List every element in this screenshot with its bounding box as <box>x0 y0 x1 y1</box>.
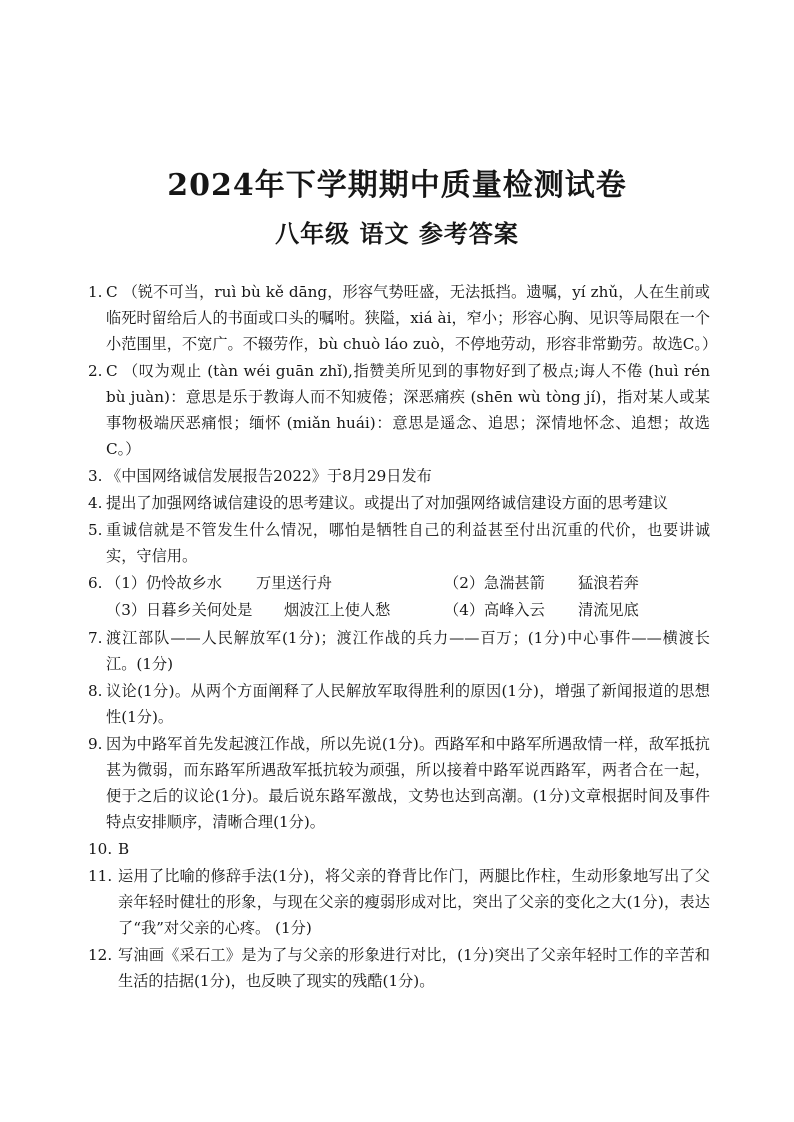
answer-text: 提出了加强网络诚信建设的思考建议。或提出了对加强网络诚信建设方面的思考建议 <box>106 494 668 512</box>
answer-text: 写油画《采石工》是为了与父亲的形象进行对比，(1分)突出了父亲年轻时工作的辛苦和生活的拮据(1分)，也反映了现实的残酷(1分)。 <box>118 946 710 990</box>
poem-line: 清流见底 <box>578 601 639 619</box>
answer-text: 运用了比喻的修辞手法(1分)，将父亲的脊背比作门，两腿比作柱，生动形象地写出了父亲年轻时健壮的形象，与现在父亲的瘦弱形成对比，突出了父亲的变化之大(1分)，表达了“我”对父亲的心疼。 (1分) <box>118 867 710 937</box>
answer-item-4 <box>88 490 710 516</box>
answer-item-5 <box>88 517 710 569</box>
item-number: 5. <box>88 521 103 539</box>
item-number: 10. <box>88 840 113 858</box>
answer-item-6 <box>88 570 710 624</box>
answer-item-2 <box>88 358 710 462</box>
poem-row-1 <box>106 570 710 597</box>
item-number: 8. <box>88 682 103 700</box>
poem-row-2 <box>106 597 710 624</box>
item-number: 1. <box>88 283 103 301</box>
answer-item-11 <box>88 863 710 941</box>
answer-text: B <box>118 840 130 858</box>
poem-line: 猛浪若奔 <box>578 574 639 592</box>
poem-line: （3）日暮乡关何处是 <box>106 601 253 619</box>
answer-text: 《中国网络诚信发展报告2022》于8月29日发布 <box>106 467 432 485</box>
answer-item-3 <box>88 463 710 489</box>
item-number: 4. <box>88 494 103 512</box>
answer-text: 议论(1分)。从两个方面阐释了人民解放军取得胜利的原因(1分)，增强了新闻报道的思想性(1分)。 <box>106 682 710 726</box>
answer-text: 重诚信就是不管发生什么情况，哪怕是牺牲自己的利益甚至付出沉重的代价，也要讲诚实，守信用。 <box>106 521 710 565</box>
poem-line: （4）高峰入云 <box>444 601 545 619</box>
item-number: 6. <box>88 574 103 592</box>
poem-line: 万里送行舟 <box>256 574 332 592</box>
answer-list <box>88 279 718 995</box>
answer-text: C （叹为观止 (tàn wéi guān zhǐ),指赞美所见到的事物好到了极点;诲人不倦 (huì rén bù juàn)：意思是乐于教诲人而不知疲倦；深恶痛疾 (shēn wù tòng jí)，指对某人或某事物极端厌恶痛恨；缅怀 (miǎn huái)：意思是遥念、追思；深情地怀念、追想；故选C。） <box>106 362 710 458</box>
poem-line: （1）仍怜故乡水 <box>106 574 222 592</box>
poem-line: 烟波江上使人愁 <box>284 601 391 619</box>
item-number: 9. <box>88 735 103 753</box>
item-number: 2. <box>88 362 103 380</box>
answer-item-1 <box>88 279 718 357</box>
item-number: 11. <box>88 867 113 885</box>
item-number: 12. <box>88 946 113 964</box>
poem-line: （2）急湍甚箭 <box>444 574 545 592</box>
answer-text: 因为中路军首先发起渡江作战，所以先说(1分)。西路军和中路军所遇敌情一样，敌军抵抗甚为微弱，而东路军所遇敌军抵抗较为顽强，所以接着中路军说西路军，两者合在一起，便于之后的议论(1分)。最后说东路军激战，文势也达到高潮。(1分)文章根据时间及事件特点安排顺序，清晰合理(1分)。 <box>106 735 710 831</box>
answer-text: C （锐不可当，ruì bù kě dāng，形容气势旺盛，无法抵挡。遗嘱，yí zhǔ，人在生前或临死时留给后人的书面或口头的嘱咐。狭隘，xiá ài，窄小；形容心胸、见识等局限在一个小范围里，不宽广。不辍劳作，bù chuò láo zuò，不停地劳动，形容非常勤劳。故选C。） <box>106 283 718 353</box>
item-number: 3. <box>88 467 103 485</box>
item-number: 7. <box>88 629 103 647</box>
page-subtitle: 八年级 语文 参考答案 <box>275 219 519 248</box>
answer-item-8 <box>88 678 710 730</box>
page-title: 2024年下学期期中质量检测试卷 <box>167 168 627 203</box>
answer-item-7 <box>88 625 710 677</box>
answer-item-12 <box>88 942 710 994</box>
answer-item-9 <box>88 731 710 835</box>
answer-item-10 <box>88 836 710 862</box>
answer-text: 渡江部队——人民解放军(1分)；渡江作战的兵力——百万；(1分)中心事件——横渡长江。(1分) <box>106 629 710 673</box>
